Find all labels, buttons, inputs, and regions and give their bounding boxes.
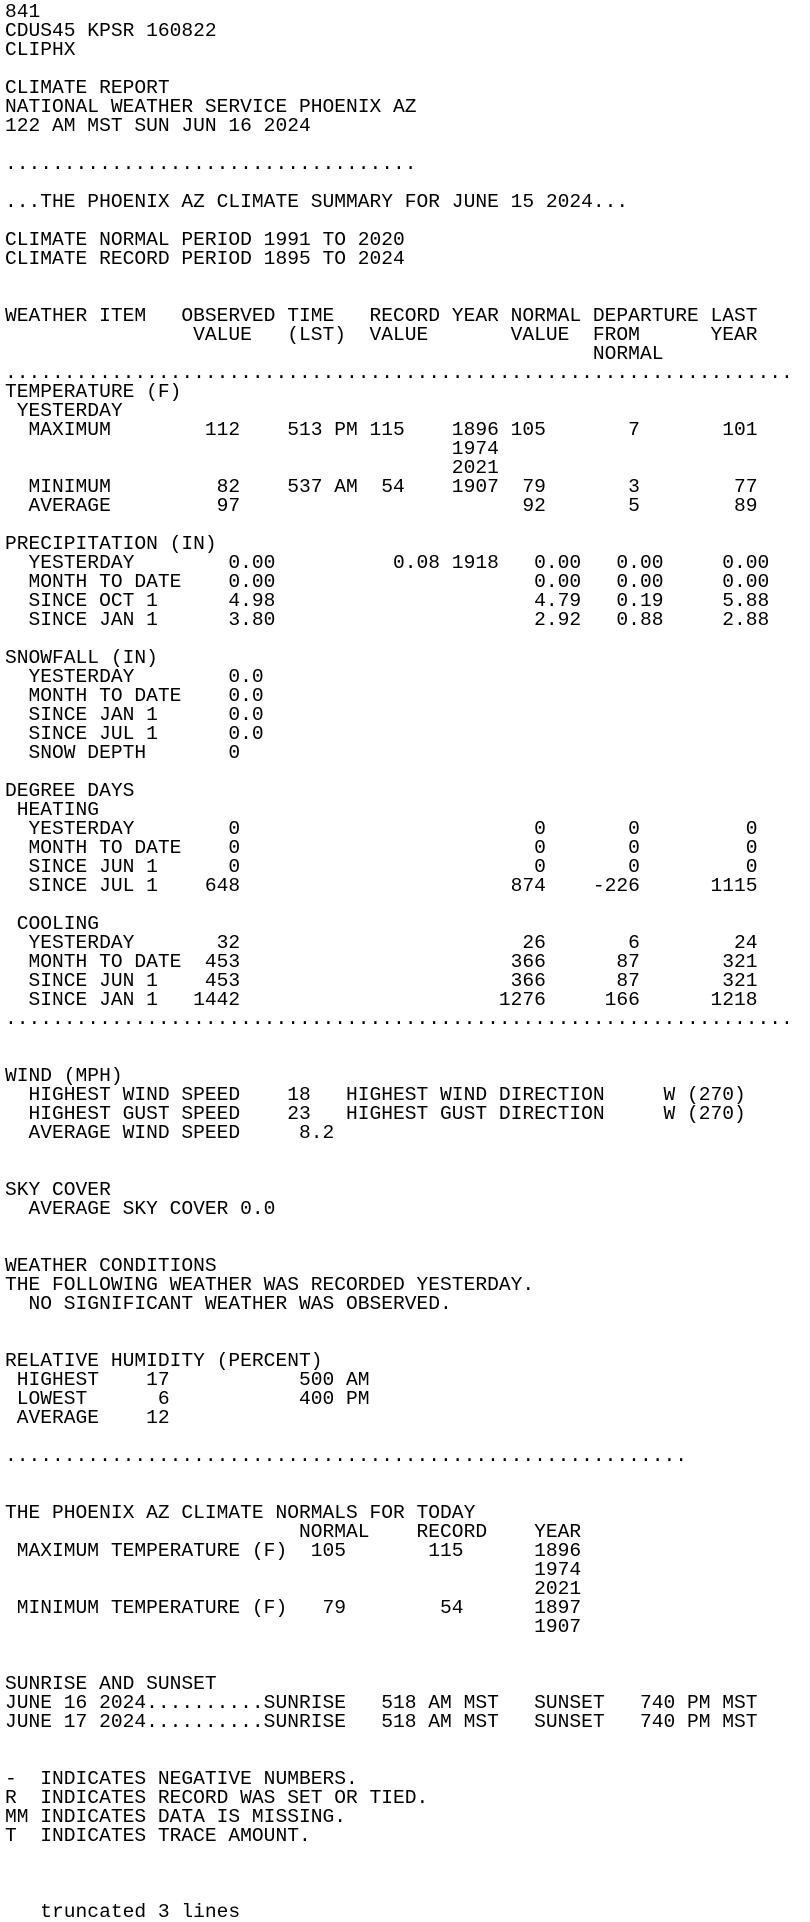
report-line: SINCE JUL 1 0.0 bbox=[5, 725, 264, 744]
report-line: YESTERDAY 0.0 bbox=[5, 668, 264, 687]
report-line: MAXIMUM TEMPERATURE (F) 105 115 1896 bbox=[5, 1542, 582, 1561]
report-line: JUNE 16 2024..........SUNRISE 518 AM MST SUNSET 740 PM MST bbox=[5, 1694, 758, 1713]
report-line: SINCE JAN 1 3.80 2.92 0.88 2.88 bbox=[5, 611, 770, 630]
report-line: MONTH TO DATE 453 366 87 321 bbox=[5, 953, 758, 972]
report-line bbox=[5, 136, 810, 155]
report-line: CDUS45 KPSR 160822 bbox=[5, 22, 217, 41]
report-line: NATIONAL WEATHER SERVICE PHOENIX AZ bbox=[5, 98, 417, 117]
report-line bbox=[5, 516, 810, 535]
report-line: ................................... bbox=[5, 155, 417, 174]
report-line: DEGREE DAYS bbox=[5, 782, 135, 801]
report-line: ...THE PHOENIX AZ CLIMATE SUMMARY FOR JUNE 15 2024... bbox=[5, 193, 629, 212]
report-line: SNOWFALL (IN) bbox=[5, 649, 158, 668]
report-line bbox=[5, 1865, 810, 1884]
report-line: MONTH TO DATE 0.0 bbox=[5, 687, 264, 706]
report-line bbox=[5, 212, 810, 231]
report-line bbox=[5, 1238, 810, 1257]
report-line bbox=[5, 896, 810, 915]
report-line: AVERAGE WIND SPEED 8.2 bbox=[5, 1124, 335, 1143]
report-line bbox=[5, 1466, 810, 1485]
report-line: WEATHER CONDITIONS bbox=[5, 1257, 217, 1276]
report-line bbox=[5, 1846, 810, 1865]
report-line bbox=[5, 1162, 810, 1181]
report-line bbox=[5, 1884, 810, 1903]
report-line: JUNE 17 2024..........SUNRISE 518 AM MST SUNSET 740 PM MST bbox=[5, 1713, 758, 1732]
report-line: HIGHEST GUST SPEED 23 HIGHEST GUST DIRECTION W (270) bbox=[5, 1105, 746, 1124]
report-line: MINIMUM 82 537 AM 54 1907 79 3 77 bbox=[5, 478, 758, 497]
report-line: SINCE JUN 1 453 366 87 321 bbox=[5, 972, 758, 991]
report-line: SINCE JUL 1 648 874 -226 1115 bbox=[5, 877, 758, 896]
report-line: THE PHOENIX AZ CLIMATE NORMALS FOR TODAY bbox=[5, 1504, 476, 1523]
report-line: AVERAGE SKY COVER 0.0 bbox=[5, 1200, 276, 1219]
report-line: MONTH TO DATE 0.00 0.00 0.00 0.00 bbox=[5, 573, 770, 592]
report-line: THE FOLLOWING WEATHER WAS RECORDED YESTERDAY. bbox=[5, 1276, 535, 1295]
report-line: NORMAL bbox=[5, 345, 664, 364]
report-line: .......................................................... bbox=[5, 1447, 687, 1466]
report-line bbox=[5, 1333, 810, 1352]
report-line bbox=[5, 1219, 810, 1238]
report-line: CLIMATE NORMAL PERIOD 1991 TO 2020 bbox=[5, 231, 405, 250]
report-line: truncated 3 lines bbox=[5, 1903, 241, 1922]
report-line: CLIMATE REPORT bbox=[5, 79, 170, 98]
report-line bbox=[5, 763, 810, 782]
report-line bbox=[5, 1314, 810, 1333]
report-line bbox=[5, 1637, 810, 1656]
report-line bbox=[5, 1732, 810, 1751]
report-line bbox=[5, 1656, 810, 1675]
report-line: WIND (MPH) bbox=[5, 1067, 123, 1086]
report-line: SNOW DEPTH 0 bbox=[5, 744, 241, 763]
report-line: YESTERDAY 32 26 6 24 bbox=[5, 934, 758, 953]
report-line: R INDICATES RECORD WAS SET OR TIED. bbox=[5, 1789, 429, 1808]
report-line: RELATIVE HUMIDITY (PERCENT) bbox=[5, 1352, 323, 1371]
report-line: NORMAL RECORD YEAR bbox=[5, 1523, 582, 1542]
report-line: SINCE JUN 1 0 0 0 0 bbox=[5, 858, 758, 877]
report-line bbox=[5, 269, 810, 288]
report-line: 122 AM MST SUN JUN 16 2024 bbox=[5, 117, 311, 136]
report-line: MM INDICATES DATA IS MISSING. bbox=[5, 1808, 346, 1827]
report-line: TEMPERATURE (F) bbox=[5, 383, 182, 402]
report-line: - INDICATES NEGATIVE NUMBERS. bbox=[5, 1770, 358, 1789]
report-line bbox=[5, 288, 810, 307]
report-line: MAXIMUM 112 513 PM 115 1896 105 7 101 bbox=[5, 421, 758, 440]
report-line: 1907 bbox=[5, 1618, 582, 1637]
report-line: 841 bbox=[5, 3, 41, 22]
report-line: AVERAGE 12 bbox=[5, 1409, 170, 1428]
report-line: HEATING bbox=[5, 801, 100, 820]
report-line: T INDICATES TRACE AMOUNT. bbox=[5, 1827, 311, 1846]
report-line bbox=[5, 60, 810, 79]
report-line bbox=[5, 1048, 810, 1067]
report-line: SKY COVER bbox=[5, 1181, 111, 1200]
report-line: YESTERDAY 0 0 0 0 bbox=[5, 820, 758, 839]
report-line: LOWEST 6 400 PM bbox=[5, 1390, 370, 1409]
report-line: 2021 bbox=[5, 1580, 582, 1599]
report-line: 2021 bbox=[5, 459, 499, 478]
report-line: ................................................................... bbox=[5, 364, 793, 383]
report-line: HIGHEST 17 500 AM bbox=[5, 1371, 370, 1390]
report-line bbox=[5, 1751, 810, 1770]
report-line: SINCE OCT 1 4.98 4.79 0.19 5.88 bbox=[5, 592, 770, 611]
report-line: MONTH TO DATE 0 0 0 0 bbox=[5, 839, 758, 858]
report-line: YESTERDAY bbox=[5, 402, 123, 421]
report-line: VALUE (LST) VALUE VALUE FROM YEAR bbox=[5, 326, 758, 345]
report-line: PRECIPITATION (IN) bbox=[5, 535, 217, 554]
report-line: SINCE JAN 1 0.0 bbox=[5, 706, 264, 725]
report-line: YESTERDAY 0.00 0.08 1918 0.00 0.00 0.00 bbox=[5, 554, 770, 573]
report-line bbox=[5, 1029, 810, 1048]
report-line bbox=[5, 630, 810, 649]
report-line: SINCE JAN 1 1442 1276 166 1218 bbox=[5, 991, 758, 1010]
report-line: SUNRISE AND SUNSET bbox=[5, 1675, 217, 1694]
report-line: NO SIGNIFICANT WEATHER WAS OBSERVED. bbox=[5, 1295, 452, 1314]
report-line bbox=[5, 1143, 810, 1162]
report-line bbox=[5, 1428, 810, 1447]
report-line: 1974 bbox=[5, 440, 499, 459]
report-line: AVERAGE 97 92 5 89 bbox=[5, 497, 758, 516]
report-line bbox=[5, 174, 810, 193]
report-line: 1974 bbox=[5, 1561, 582, 1580]
report-line: CLIPHX bbox=[5, 41, 76, 60]
report-line: HIGHEST WIND SPEED 18 HIGHEST WIND DIRECTION W (270) bbox=[5, 1086, 746, 1105]
report-line: WEATHER ITEM OBSERVED TIME RECORD YEAR NORMAL DEPARTURE LAST bbox=[5, 307, 758, 326]
report-line: MINIMUM TEMPERATURE (F) 79 54 1897 bbox=[5, 1599, 582, 1618]
report-line bbox=[5, 1485, 810, 1504]
report-line: CLIMATE RECORD PERIOD 1895 TO 2024 bbox=[5, 250, 405, 269]
report-line: COOLING bbox=[5, 915, 100, 934]
report-line: ................................................................... bbox=[5, 1010, 793, 1029]
